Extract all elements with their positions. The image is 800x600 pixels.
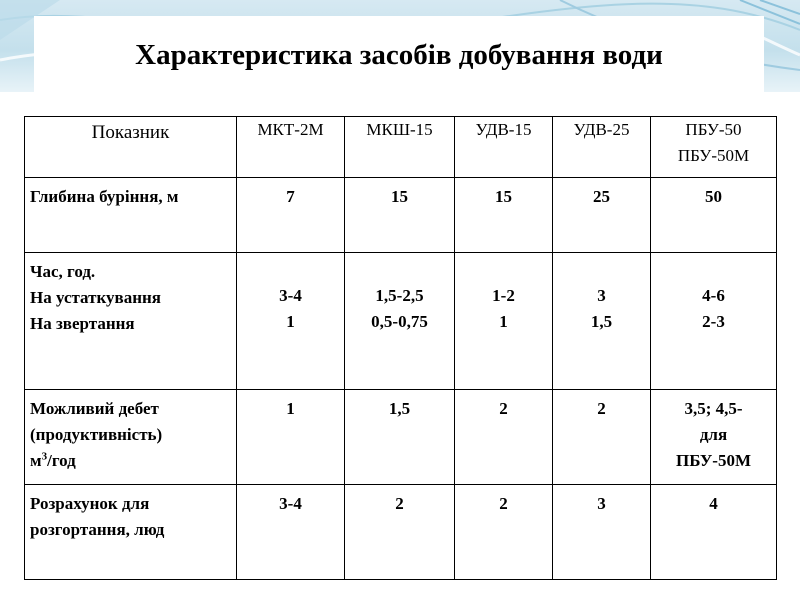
cell-line: 3-4 xyxy=(279,286,302,305)
cell-line: ПБУ-50М xyxy=(675,451,752,470)
cell-line: УДВ-15 xyxy=(475,120,532,139)
table-cell xyxy=(455,390,553,485)
cell-line: (продуктивність) xyxy=(30,425,163,444)
row-label xyxy=(25,253,237,390)
cell-line: Розрахунок для xyxy=(30,494,150,513)
table-cell xyxy=(345,390,455,485)
table-body xyxy=(25,178,777,580)
table-cell xyxy=(553,485,651,580)
cell-line: 4-6 xyxy=(702,286,725,305)
table-cell xyxy=(553,178,651,253)
cell-line: 0,5-0,75 xyxy=(371,312,428,331)
cell-line: ПБУ-50 xyxy=(685,120,742,139)
cell-line: 7 xyxy=(286,187,295,206)
cell-line: Глибина буріння, м xyxy=(30,187,179,206)
cell-line: МКТ-2М xyxy=(257,120,324,139)
table-cell xyxy=(345,485,455,580)
cell-line: 4 xyxy=(709,494,718,513)
cell-line: На устаткування xyxy=(30,288,161,307)
cell-line: $м^3$/год xyxy=(30,450,76,470)
cell-line: 1 xyxy=(499,312,508,331)
table-cell xyxy=(455,253,553,390)
cell-line: 1-2 xyxy=(492,286,515,305)
row-label xyxy=(25,178,237,253)
table-cell xyxy=(455,485,553,580)
table-cell xyxy=(237,485,345,580)
cell-line: 2 xyxy=(395,494,404,513)
table-cell xyxy=(237,390,345,485)
table-header-row xyxy=(25,117,777,178)
cell-line: 3-4 xyxy=(279,494,302,513)
cell-line: Показник xyxy=(91,122,170,143)
table-row xyxy=(25,178,777,253)
cell-line: 2-3 xyxy=(702,312,725,331)
table-row xyxy=(25,390,777,485)
column-header-model xyxy=(237,117,345,178)
column-header-model xyxy=(651,117,777,178)
row-label xyxy=(25,485,237,580)
table-cell xyxy=(651,485,777,580)
column-header-model xyxy=(553,117,651,178)
cell-line: 3,5; 4,5- xyxy=(684,399,743,418)
cell-line: 15 xyxy=(391,187,408,206)
table-cell xyxy=(345,178,455,253)
cell-line: 2 xyxy=(499,494,508,513)
cell-line: 1,5 xyxy=(388,399,411,418)
cell-line: ПБУ-50М xyxy=(677,146,750,165)
cell-line: 50 xyxy=(705,187,722,206)
table-cell xyxy=(345,253,455,390)
cell-line: 2 xyxy=(597,399,606,418)
table-cell xyxy=(553,390,651,485)
table-cell xyxy=(651,178,777,253)
column-header-indicator xyxy=(25,117,237,178)
cell-line: 1,5 xyxy=(590,312,613,331)
characteristics-table xyxy=(24,116,777,580)
cell-line: 3 xyxy=(597,286,606,305)
cell-line: 1 xyxy=(286,312,295,331)
table-row xyxy=(25,253,777,390)
cell-line: 25 xyxy=(593,187,610,206)
table-cell xyxy=(553,253,651,390)
page-title: Характеристика засобів добування води xyxy=(135,39,663,71)
column-header-model xyxy=(455,117,553,178)
table-cell xyxy=(651,390,777,485)
cell-line: для xyxy=(699,425,728,444)
cell-line: 15 xyxy=(495,187,512,206)
table-cell xyxy=(237,253,345,390)
cell-line: УДВ-25 xyxy=(573,120,630,139)
cell-line: 3 xyxy=(597,494,606,513)
cell-line: 1 xyxy=(286,399,295,418)
table-cell xyxy=(651,253,777,390)
cell-line: МКШ-15 xyxy=(366,120,433,139)
cell-line: 1,5-2,5 xyxy=(375,286,424,305)
cell-line: розгортання, люд xyxy=(30,520,165,539)
table-cell xyxy=(455,178,553,253)
cell-line: Можливий дебет xyxy=(30,399,159,418)
title-box xyxy=(34,16,764,98)
cell-line: 2 xyxy=(499,399,508,418)
column-header-model xyxy=(345,117,455,178)
cell-line: Час, год. xyxy=(30,262,96,281)
cell-line: На звертання xyxy=(30,314,135,333)
row-label xyxy=(25,390,237,485)
table-row xyxy=(25,485,777,580)
table-cell xyxy=(237,178,345,253)
